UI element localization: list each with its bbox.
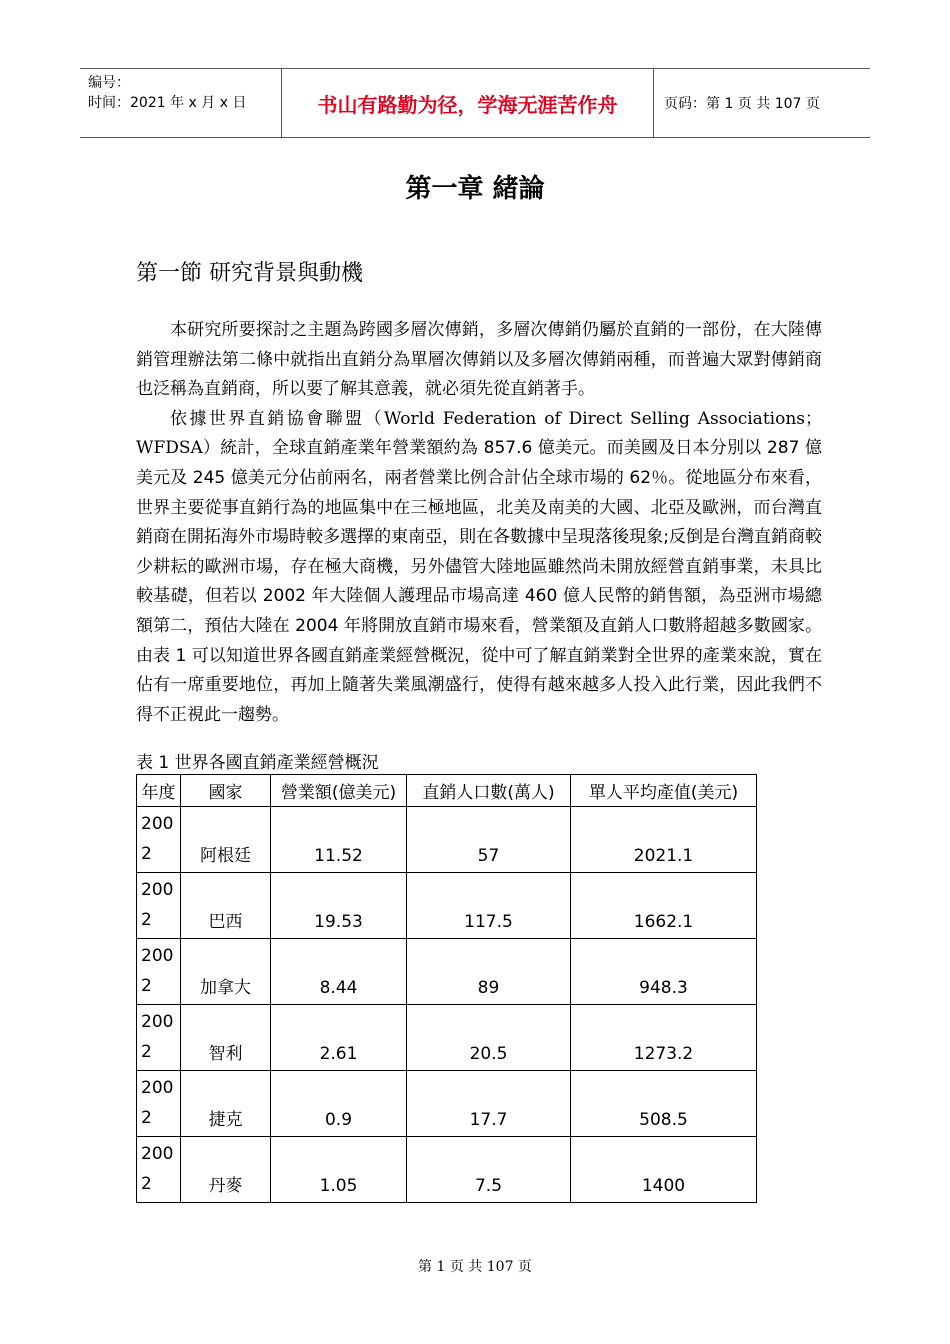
cell-population: 117.5: [407, 873, 571, 939]
motto: 书山有路勤为径，学海无涯苦作舟: [317, 92, 618, 117]
cell-revenue: 19.53: [271, 873, 407, 939]
cell-year: 200 2: [137, 939, 181, 1005]
table-row: [137, 939, 757, 1005]
chapter-title: 第一章 緒論: [405, 174, 545, 204]
table-caption: 表 1 世界各國直銷產業經營概況: [136, 753, 379, 773]
cell-country: 智利: [181, 1005, 271, 1071]
cell-year: 200 2: [137, 1137, 181, 1203]
cell-average: 1400: [571, 1137, 757, 1203]
header-year: 年度: [137, 775, 181, 807]
cell-country: 捷克: [181, 1071, 271, 1137]
number-label: 编号：: [88, 75, 130, 91]
table-row: [137, 873, 757, 939]
cell-population: 20.5: [407, 1005, 571, 1071]
cell-average: 1273.2: [571, 1005, 757, 1071]
cell-population: 57: [407, 807, 571, 873]
cell-country: 巴西: [181, 873, 271, 939]
paragraph-2-start: 依據世界直銷協會聯盟（: [170, 408, 384, 429]
cell-year: 200 2: [137, 1005, 181, 1071]
paragraph-2-rest: ）統計，全球直銷產業年營業額約為 857.6 億美元。而美國及日本分別以 287 億美元及 245 億美元分佔前兩名，兩者營業比例合計佔全球市場的 62％。從地區分布來看，世界主要從事直銷行為的地區集中在三極地區，北美及南美的大國、北亞及歐洲，而台灣直銷商在開拓海外市場時較多選擇的東南亞，則在各數據中呈現落後現象;反倒是台灣直銷商較少耕耘的歐洲市場，存在極大商機，另外儘管大陸地區雖然尚未開放經營直銷事業，未具比較基礎，但若以 2002 年大陸個人護理品市場高達 460 億人民幣的銷售額，為亞洲市場總額第二，預估大陸在 2004 年將開放直銷市場來看，營業額及直銷人口數將超越多數國家。由表 1 可以知道世界各國直銷產業經營概況，從中可了解直銷業對全世界的產業來說，實在佔有一席重要地位，再加上隨著失業風潮盛行，使得有越來越多人投入此行業，因此我們不得不正視此一趨勢。: [136, 438, 822, 725]
header-population: 直銷人口數(萬人): [407, 775, 571, 807]
cell-average: 948.3: [571, 939, 757, 1005]
header-country: 國家: [181, 775, 271, 807]
cell-year: 200 2: [137, 1071, 181, 1137]
cell-population: 7.5: [407, 1137, 571, 1203]
cell-year: 200 2: [137, 873, 181, 939]
paragraph-2: [136, 405, 822, 731]
date-label: 时间：2021 年 x 月 x 日: [88, 95, 247, 111]
cell-population: 17.7: [407, 1071, 571, 1137]
cell-revenue: 1.05: [271, 1137, 407, 1203]
paragraph-1: 本研究所要探討之主題為跨國多層次傳銷，多層次傳銷仍屬於直銷的一部份，在大陸傳銷管理辦法第二條中就指出直銷分為單層次傳銷以及多層次傳銷兩種，而普遍大眾對傳銷商也泛稱為直銷商，所以要了解其意義，就必須先從直銷著手。: [136, 320, 822, 400]
cell-country: 加拿大: [181, 939, 271, 1005]
section-title: 第一節 研究背景與動機: [136, 261, 363, 286]
data-table: [136, 774, 757, 1203]
table-row: [137, 807, 757, 873]
table-row: [137, 1071, 757, 1137]
cell-average: 1662.1: [571, 873, 757, 939]
header-page-info: [654, 69, 870, 137]
page-info: 页码：第 1 页 共 107 页: [664, 96, 820, 112]
body-text: [136, 316, 822, 730]
cell-country: 丹麥: [181, 1137, 271, 1203]
cell-year: 200 2: [137, 807, 181, 873]
header-revenue: 營業額(億美元): [271, 775, 407, 807]
cell-revenue: 11.52: [271, 807, 407, 873]
table-row: [137, 1137, 757, 1203]
table-row: [137, 1005, 757, 1071]
paragraph-2-english: World Federation of Direct Selling Associations；WFDSA: [136, 408, 822, 459]
header-meta: [80, 69, 282, 137]
cell-average: 2021.1: [571, 807, 757, 873]
cell-revenue: 2.61: [271, 1005, 407, 1071]
cell-population: 89: [407, 939, 571, 1005]
table-header-row: [137, 775, 757, 807]
page-footer: 第 1 页 共 107 页: [418, 1259, 532, 1275]
header-motto-cell: [282, 69, 654, 137]
cell-country: 阿根廷: [181, 807, 271, 873]
header-average: 單人平均產值(美元): [571, 775, 757, 807]
cell-revenue: 0.9: [271, 1071, 407, 1137]
page-header: [80, 68, 870, 138]
cell-average: 508.5: [571, 1071, 757, 1137]
cell-revenue: 8.44: [271, 939, 407, 1005]
